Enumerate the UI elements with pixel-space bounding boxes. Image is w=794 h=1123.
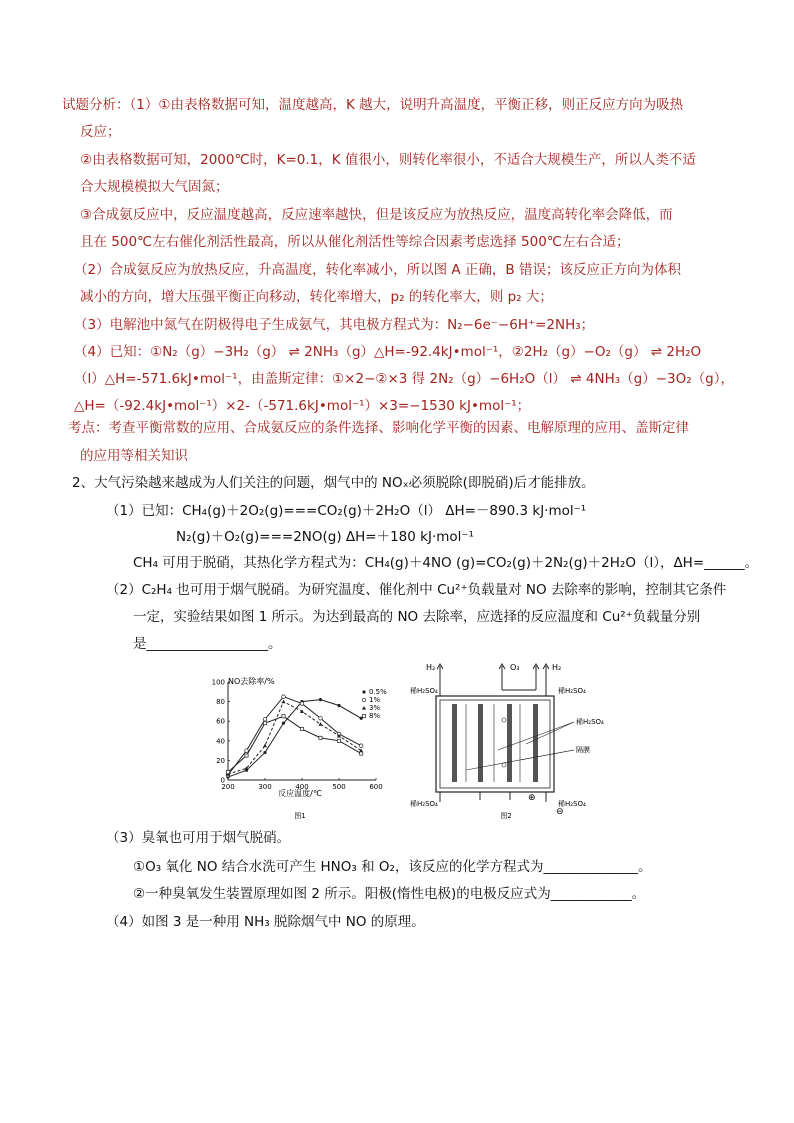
data-point xyxy=(319,736,322,739)
acid-bottom-left-label: 稀H₂SO₄ xyxy=(410,800,438,808)
q2-part1-eq1: （1）已知：CH₄(g)＋2O₂(g)===CO₂(g)＋2H₂O（l） ΔH=－890.3 kJ·mol⁻¹ xyxy=(106,503,587,519)
x-tick-label: 400 xyxy=(295,783,309,791)
chart-legend xyxy=(362,688,387,720)
acid-top-left-label: 稀H₂SO₄ xyxy=(410,687,438,695)
q2-part2-line3: 是__________________。 xyxy=(133,636,282,652)
data-point xyxy=(337,739,340,742)
analysis-line-7: （2）合成氨反应为放热反应，升高温度，转化率减小，所以图 A 正确，B 错误；该反应正方向为体积 xyxy=(74,262,681,278)
x-tick-label: 500 xyxy=(332,783,346,791)
chart-series-group xyxy=(226,695,363,779)
h2-right-label: H₂ xyxy=(552,663,562,672)
analysis-line-9: （3）电解池中氮气在阴极得电子生成氨气，其电极方程式为：N₂−6e⁻−6H⁺=2NH₃； xyxy=(74,317,595,333)
q2-part3a: ①O₃ 氧化 NO 结合水洗可产生 HNO₃ 和 O₂，该反应的化学方程式为______________。 xyxy=(133,859,652,875)
x-tick-label: 300 xyxy=(258,783,272,791)
h2-left-label: H₂ xyxy=(426,663,436,672)
q2-part4: （4）如图 3 是一种用 NH₃ 脱除烟气中 NO 的原理。 xyxy=(106,914,425,930)
q2-part1-question: CH₄ 可用于脱硝，其热化学方程式为：CH₄(g)＋4NO (g)=CO₂(g)＋2N₂(g)＋2H₂O（l），ΔH=______。 xyxy=(133,555,759,571)
data-point xyxy=(319,698,322,701)
figure-2-caption: 图2 xyxy=(500,812,512,820)
figure-1-chart xyxy=(204,672,394,822)
series-line-2 xyxy=(228,697,361,775)
acid-top-right-label: 稀H₂SO₄ xyxy=(558,687,586,695)
data-point xyxy=(226,771,229,774)
legend-marker xyxy=(362,690,365,693)
o3-label: O₃ xyxy=(510,663,520,672)
analysis-line-4: 合大规模模拟大气固氮； xyxy=(80,179,229,195)
y-tick-label: 20 xyxy=(216,756,225,765)
analysis-line-11: （l）△H=-571.6kJ•mol⁻¹，由盖斯定律：①×2−②×3 得 2N₂（g）−6H₂O（l） ⇌ 4NH₃（g）−3O₂（g）， xyxy=(74,371,734,387)
analysis-line-6: 且在 500℃左右催化剂活性最高，所以从催化剂活性等综合因素考虑选择 500℃左右合适； xyxy=(80,234,630,250)
analysis-line-8: 减小的方向，增大压强平衡正向移动，转化率增大，p₂ 的转化率大，则 p₂ 大； xyxy=(80,289,553,305)
legend-marker xyxy=(362,714,365,717)
analysis-line-10: （4）已知：①N₂（g）−3H₂（g） ⇌ 2NH₃（g）△H=-92.4kJ•mol⁻¹，②2H₂（g）−O₂（g） ⇌ 2H₂O xyxy=(74,344,702,360)
data-point xyxy=(245,754,248,757)
data-point xyxy=(300,727,303,730)
q2-part2-line2: 一定，实验结果如图 1 所示。为达到最高的 NO 去除率，应选择的反应温度和 Cu²⁺负载量分别 xyxy=(133,609,701,625)
series-line-3 xyxy=(228,702,361,775)
data-point xyxy=(263,751,266,754)
analysis-line-12: △H=（-92.4kJ•mol⁻¹）×2-（-571.6kJ•mol⁻¹）×3=−1530 kJ•mol⁻¹； xyxy=(74,398,531,414)
series-line-1 xyxy=(228,700,361,777)
data-point xyxy=(282,722,285,725)
positive-terminal-icon: ⊕ xyxy=(528,793,536,803)
data-point xyxy=(263,722,266,725)
kaodian-line-1: 考点：考查平衡常数的应用、合成氨反应的条件选择、影响化学平衡的因素、电解原理的应用、盖斯定律 xyxy=(68,420,689,436)
data-point xyxy=(245,749,249,753)
negative-terminal-icon: ⊖ xyxy=(556,807,564,817)
y-tick-label: 100 xyxy=(211,678,225,687)
q2-part3: （3）臭氧也可用于烟气脱硝。 xyxy=(106,830,291,846)
chart-title: NO去除率/% xyxy=(228,677,275,686)
electrodes xyxy=(452,704,538,782)
data-point xyxy=(337,704,340,707)
legend-entry: 3% xyxy=(369,704,381,712)
data-point xyxy=(263,717,267,721)
x-tick-label: 600 xyxy=(369,783,383,791)
analysis-line-2: 反应； xyxy=(80,124,121,140)
legend-marker xyxy=(362,698,366,702)
data-point xyxy=(282,715,285,718)
kaodian-line-2: 的应用等相关知识 xyxy=(80,448,188,464)
figure-1-caption: 图1 xyxy=(294,812,306,820)
data-point xyxy=(282,695,286,699)
legend-entry: 0.5% xyxy=(369,688,387,696)
acid-bottom-right-label: 稀H₂SO₄ xyxy=(558,800,586,808)
chart-xlabel: 反应温度/℃ xyxy=(278,789,322,798)
data-point xyxy=(319,716,323,720)
q2-part2-line1: （2）C₂H₄ 也可用于烟气脱硝。为研究温度、催化剂中 Cu²⁺负载量对 NO 去除率的影响，控制其它条件 xyxy=(106,582,727,598)
analysis-line-3: ②由表格数据可知，2000℃时，K=0.1，K 值很小，则转化率很小，不适合大规模生产，所以人类不适 xyxy=(80,152,696,168)
gas-outlet-pipes xyxy=(437,664,549,696)
figure-2-apparatus xyxy=(406,660,632,820)
y-tick-label: 40 xyxy=(216,737,225,746)
legend-entry: 8% xyxy=(369,712,381,720)
data-point xyxy=(300,702,304,706)
acid-right-label: 稀H₂SO₄ xyxy=(576,718,604,726)
q2-part1-eq2: N₂(g)＋O₂(g)===2NO(g) ΔH=＋180 kJ·mol⁻¹ xyxy=(176,529,474,545)
q2-intro: 2、大气污染越来越成为人们关注的问题，烟气中的 NOₓ必须脱除(即脱硝)后才能排放。 xyxy=(72,475,595,491)
data-point xyxy=(360,752,363,755)
analysis-line-1: 试题分析：（1）①由表格数据可知，温度越高，K 越大，说明升高温度，平衡正移，则正反应方向为吸热 xyxy=(62,97,684,113)
y-tick-label: 0 xyxy=(220,776,225,785)
data-point xyxy=(263,744,267,748)
data-point xyxy=(282,700,286,704)
series-line-4 xyxy=(228,716,361,772)
y-tick-label: 80 xyxy=(216,698,225,707)
x-tick-label: 200 xyxy=(221,783,235,791)
legend-marker xyxy=(362,706,366,710)
q2-part3b: ②一种臭氧发生装置原理如图 2 所示。阳极(惰性电极)的电极反应式为____________。 xyxy=(133,886,646,902)
y-tick-label: 60 xyxy=(216,717,225,726)
analysis-line-5: ③合成氨反应中，反应温度越高，反应速率越快，但是该反应为放热反应，温度高转化率会降低，而 xyxy=(80,207,673,223)
membrane-label: 隔膜 xyxy=(576,746,590,754)
data-point xyxy=(359,744,363,748)
legend-entry: 1% xyxy=(369,696,381,704)
